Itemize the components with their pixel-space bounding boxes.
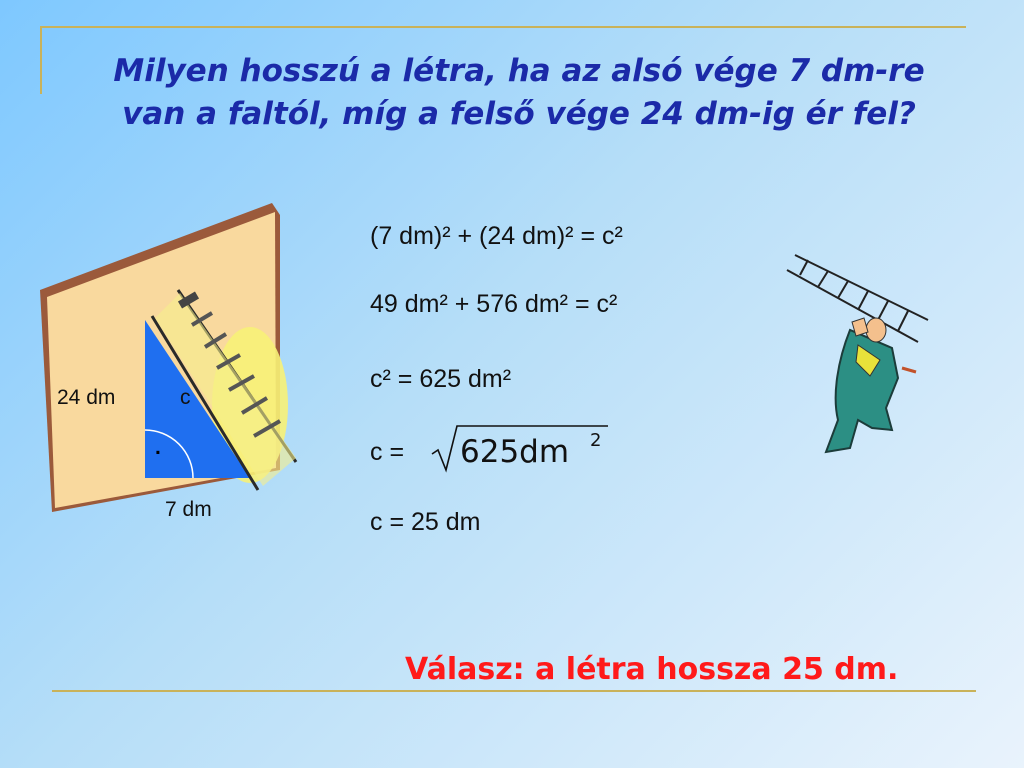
equation-2: 49 dm² + 576 dm² = c² — [370, 290, 618, 318]
base-label: 7 dm — [165, 498, 212, 521]
radicand-exponent: 2 — [590, 430, 602, 451]
equation-5: c = 25 dm — [370, 508, 481, 536]
bottom-rule — [52, 690, 976, 692]
equation-1: (7 dm)² + (24 dm)² = c² — [370, 222, 623, 250]
question-line-2: van a faltól, míg a felső vége 24 dm-ig ér fel? — [122, 96, 916, 132]
climbing-man-illustration — [787, 255, 928, 452]
hypotenuse-label: c — [180, 386, 191, 409]
equation-4-prefix: c = — [370, 438, 405, 466]
height-label: 24 dm — [57, 386, 116, 409]
right-angle-dot: . — [155, 436, 161, 459]
equation-3: c² = 625 dm² — [370, 365, 512, 393]
question-line-1: Milyen hosszú a létra, ha az alsó vége 7 dm-re — [113, 53, 925, 89]
answer-text: Válasz: a létra hossza 25 dm. — [405, 652, 899, 687]
radicand: 625dm — [460, 434, 570, 470]
